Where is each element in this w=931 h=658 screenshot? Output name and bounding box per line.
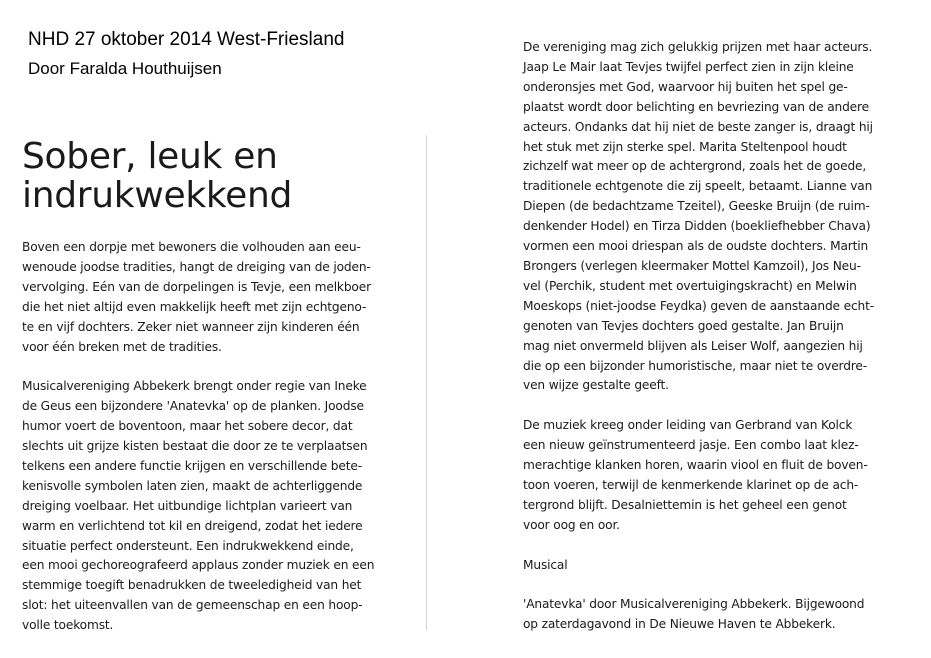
text-line: Jaap Le Mair laat Tevjes twijfel perfect zien in zijn kleine — [523, 59, 854, 74]
text-line: mag niet onvermeld blijven als Leiser Wolf, aangezien hij — [523, 338, 863, 353]
text-line: op zaterdagavond in De Nieuwe Haven te Abbekerk. — [523, 617, 836, 632]
text-line: de Geus een bijzondere 'Anatevka' op de planken. Joodse — [22, 399, 364, 414]
source-caption: NHD 27 oktober 2014 West-Friesland — [28, 29, 345, 50]
text-line: te en vijf dochters. Zeker niet wanneer zijn kinderen één — [22, 319, 360, 334]
text-line: voor één breken met de tradities. — [22, 339, 222, 354]
text-line: tergrond blijft. Desalniettemin is het geheel een genot — [523, 497, 847, 512]
text-line: voor oog en oor. — [523, 517, 620, 532]
text-line: dreiging voelbaar. Het uitbundige lichtplan varieert van — [22, 498, 353, 513]
right-column — [523, 38, 903, 655]
headline-line: indrukwekkend — [22, 175, 293, 216]
text-line: die op een bijzonder humoristische, maar niet te overdre- — [523, 358, 867, 373]
text-line: slechts uit grijze kisten bestaat die door ze te verplaatsen — [22, 439, 368, 454]
article-paragraph — [22, 238, 417, 357]
text-line: De vereniging mag zich gelukkig prijzen met haar acteurs. — [523, 40, 873, 54]
article-paragraph — [22, 377, 417, 636]
article-paragraph — [523, 556, 903, 576]
text-line: humor voert de boventoon, maar het sobere decor, dat — [22, 419, 353, 434]
text-line: slot: het uiteenvallen van de gemeenschap en een hoop- — [22, 598, 363, 613]
text-line: een nieuw geïnstrumenteerd jasje. Een combo laat klez- — [523, 438, 859, 453]
text-line: genoten van Tevjes dochters goed gestalte. Jan Bruijn — [523, 318, 844, 333]
text-line: Musical — [523, 557, 568, 572]
article-paragraph — [523, 595, 903, 635]
text-line: telkens een andere functie krijgen en verschillende bete- — [22, 458, 362, 473]
text-line: De muziek kreeg onder leiding van Gerbrand van Kolck — [523, 418, 853, 433]
text-line: zichzelf wat meer op de achtergrond, zoals het de goede, — [523, 159, 867, 174]
text-line: toon voeren, terwijl de kenmerkende klarinet op de ach- — [523, 477, 859, 492]
text-line: plaatst wordt door belichting en bevriezing van de andere — [523, 99, 869, 114]
article-paragraph — [523, 38, 903, 396]
text-line: stemmige toegift benadrukken de tweeledigheid van het — [22, 578, 362, 593]
text-line: Musicalvereniging Abbekerk brengt onder regie van Ineke — [22, 379, 367, 394]
text-line: 'Anatevka' door Musicalvereniging Abbekerk. Bijgewoond — [523, 597, 865, 612]
column-divider — [426, 135, 427, 630]
text-line: Diepen (de bedachtzame Tzeitel), Geeske Bruijn (de ruim- — [523, 199, 870, 214]
text-line: wenoude joodse tradities, hangt de dreiging van de joden- — [22, 259, 371, 274]
headline-line: Sober, leuk en — [22, 136, 278, 177]
text-line: warm en verlichtend tot kil en dreigend, zodat het iedere — [22, 518, 363, 533]
author-caption: Door Faralda Houthuijsen — [28, 59, 222, 78]
article-paragraph — [523, 416, 903, 535]
text-line: ven wijze gestalte geeft. — [523, 378, 669, 393]
text-line: vormen een mooi driespan als de oudste dochters. Martin — [523, 239, 869, 254]
text-line: situatie perfect ondersteunt. Een indrukwekkend einde, — [22, 538, 354, 553]
text-line: Moeskops (niet-joodse Feydka) geven de aanstaande echt- — [523, 298, 874, 313]
text-line: traditionele echtgenote die zij speelt, betaamt. Lianne van — [523, 179, 873, 194]
text-line: die het niet altijd even makkelijk heeft met zijn echtgeno- — [22, 299, 367, 314]
text-line: vel (Perchik, student met overtuigingskracht) en Melwin — [523, 278, 857, 293]
article-headline — [22, 137, 402, 215]
text-line: kenisvolle symbolen laten zien, maakt de achterliggende — [22, 478, 363, 493]
left-column — [22, 238, 417, 656]
text-line: Boven een dorpje met bewoners die volhouden aan eeu- — [22, 240, 361, 254]
text-line: volle toekomst. — [22, 618, 114, 633]
text-line: merachtige klanken horen, waarin viool en fluit de boven- — [523, 458, 868, 473]
text-line: het stuk met zijn sterke spel. Marita Steltenpool houdt — [523, 139, 847, 154]
text-line: acteurs. Ondanks dat hij niet de beste zanger is, draagt hij — [523, 119, 873, 134]
text-line: denkender Hodel) en Tirza Didden (boekliefhebber Chava) — [523, 219, 871, 234]
text-line: Brongers (verlegen kleermaker Mottel Kamzoil), Jos Neu- — [523, 258, 861, 273]
text-line: een mooi gechoreografeerd applaus zonder muziek en een — [22, 558, 375, 573]
text-line: onderonsjes met God, waarvoor hij buiten het spel ge- — [523, 79, 848, 94]
text-line: vervolging. Eén van de dorpelingen is Tevje, een melkboer — [22, 279, 371, 294]
